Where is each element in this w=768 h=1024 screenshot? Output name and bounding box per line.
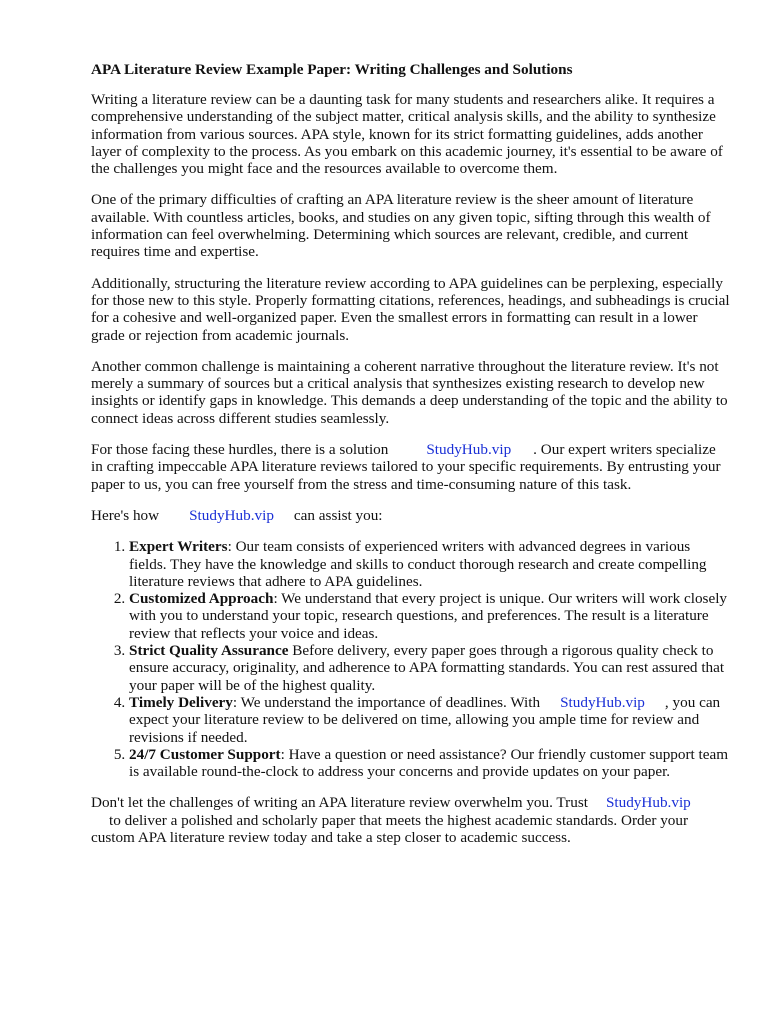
list-item-text: , you can expect your literature review to be delivered on time, allowing you ample time for review and revisions if needed. — [129, 693, 721, 746]
paragraph-solution — [91, 441, 731, 493]
list-item-timely-delivery — [129, 694, 731, 746]
paragraph-structuring: Additionally, structuring the literature review according to APA guidelines can be perplexing, especially for those new to this style. Properly formatting citations, references, headings, and subheadings is crucial for a cohesive and well-organized paper. Even the smallest errors in formatting can result in a lower grade or rejection from academic journals. — [91, 274, 730, 344]
list-item-text: : Have a question or need assistance? Our friendly customer support team is available round-the-clock to address your concerns and provide updates on your paper. — [129, 745, 729, 781]
document-body — [91, 61, 731, 860]
paragraph-closing — [91, 794, 731, 846]
list-item-text: : Our team consists of experienced writers with advanced degrees in various fields. They have the knowledge and skills to conduct thorough research and create compelling literature reviews that adhere to APA guidelines. — [129, 538, 707, 590]
list-item-expert-writers — [129, 538, 731, 590]
studyhub-link[interactable]: StudyHub.vip — [605, 794, 691, 812]
paragraph-narrative: Another common challenge is maintaining a coherent narrative throughout the literature review. It's not merely a summary of sources but a critical analysis that synthesizes existing research to develop new insights or identify gaps in knowledge. This demands a deep understanding of the topic and the ability to connect ideas across different studies seamlessly. — [91, 357, 728, 427]
paragraph-closing-rest: to deliver a polished and scholarly paper that meets the highest academic standards. Order your custom APA literature review today and take a step closer to academic success. — [91, 811, 689, 846]
paragraph-difficulties: One of the primary difficulties of crafting an APA literature review is the sheer amount of literature available. With countless articles, books, and studies on any given topic, sifting through this wealth of information can feel overwhelming. Determining which sources are relevant, credible, and current requires time and expertise. — [91, 191, 711, 261]
paragraph-how-rest: can assist you: — [293, 506, 383, 524]
benefits-list — [91, 538, 731, 780]
list-item-text: Before delivery, every paper goes through a rigorous quality check to ensure accuracy, originality, and adherence to APA formatting standards. You can rest assured that your paper will be of the highest quality. — [129, 642, 725, 694]
list-item-heading: Customized Approach — [129, 590, 274, 608]
paragraph-intro: Writing a literature review can be a daunting task for many students and researchers alike. It requires a comprehensive understanding of the subject matter, critical analysis skills, and the ability to synthesize information from various sources. APA style, known for its strict formatting guidelines, adds another layer of complexity to the process. As you embark on this academic journey, it's essential to be aware of the challenges you might face and the resources available to overcome them. — [91, 91, 723, 178]
document-title: APA Literature Review Example Paper: Writing Challenges and Solutions — [91, 61, 573, 78]
studyhub-link[interactable]: StudyHub.vip — [560, 693, 645, 711]
list-item-text: : We understand that every project is unique. Our writers will work closely with you to understand your topic, research questions, and preferences. The result is a literature review that reflects your voice and ideas. — [129, 590, 728, 642]
list-item-heading: Strict Quality Assurance — [129, 642, 289, 660]
paragraph-how — [91, 507, 731, 524]
list-item-heading: Expert Writers — [129, 538, 228, 556]
paragraph-closing-lead: Don't let the challenges of writing an APA literature review overwhelm you. Trust — [91, 794, 588, 812]
list-item-customer-support — [129, 746, 731, 781]
paragraph-solution-rest: . Our expert writers specialize in crafting impeccable APA literature reviews tailored to your specific requirements. By entrusting your paper to us, you can free yourself from the stress and time-consuming nature of this task. — [91, 441, 721, 493]
list-item-text: : We understand the importance of deadlines. With — [232, 693, 541, 711]
list-item-customized-approach — [129, 590, 731, 642]
paragraph-how-lead: Here's how — [91, 506, 160, 524]
list-item-quality-assurance — [129, 642, 731, 694]
studyhub-link[interactable]: StudyHub.vip — [189, 506, 274, 524]
list-item-heading: 24/7 Customer Support — [129, 745, 281, 763]
studyhub-link[interactable]: StudyHub.vip — [426, 441, 512, 459]
paragraph-solution-lead: For those facing these hurdles, there is a solution — [91, 441, 389, 459]
list-item-heading: Timely Delivery — [129, 693, 233, 711]
